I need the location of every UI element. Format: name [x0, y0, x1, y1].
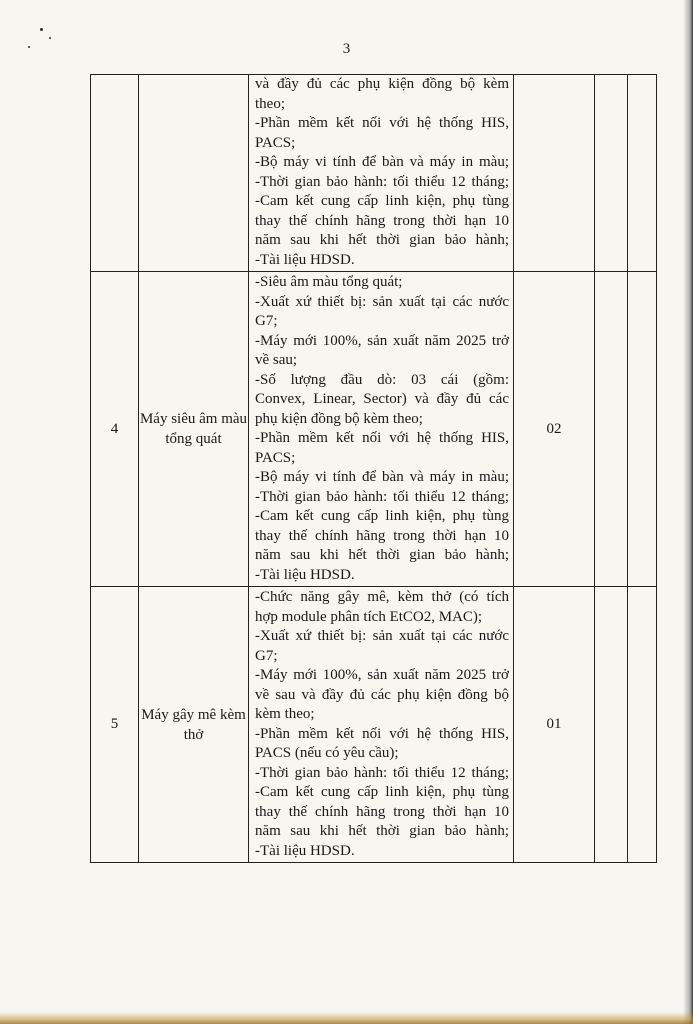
- equipment-specification: [249, 587, 514, 863]
- page-number: 3: [342, 41, 351, 57]
- quantity: [514, 75, 595, 272]
- scan-speck: [40, 28, 43, 31]
- spec-line: -Bộ máy vi tính để bàn và máy in màu;: [255, 154, 509, 170]
- spec-line: hợp module phân tích EtCO2, MAC);: [255, 608, 483, 625]
- spec-line: về sau và đầy đủ các phụ kiện đồng bộ: [255, 686, 509, 703]
- spec-line: -Máy mới 100%, sản xuất năm 2025 trở: [255, 667, 509, 683]
- spec-line: thay thế chính hãng trong thời hạn 10: [255, 803, 509, 820]
- quantity: 01: [514, 587, 595, 863]
- equipment-specification: [249, 75, 514, 272]
- row-number: [91, 75, 139, 272]
- spec-line: -Số lượng đầu dò: 03 cái (gồm:: [255, 371, 509, 388]
- empty-cell: [595, 272, 628, 587]
- equipment-name: [139, 75, 249, 272]
- table-row: [91, 587, 657, 863]
- empty-cell: [595, 587, 628, 863]
- spec-line: năm sau khi hết thời gian bảo hành;: [255, 823, 509, 839]
- scan-edge-right: [683, 0, 693, 1024]
- spec-line: -Thời gian bảo hành: tối thiểu 12 tháng;: [255, 173, 509, 190]
- quantity: 02: [514, 272, 595, 587]
- spec-line: -Tài liệu HDSD.: [255, 842, 355, 859]
- empty-cell: [595, 75, 628, 272]
- spec-line: -Tài liệu HDSD.: [255, 251, 355, 268]
- scan-speck: [49, 37, 51, 39]
- spec-line: -Xuất xứ thiết bị: sản xuất tại các nước: [255, 628, 509, 644]
- spec-line: -Cam kết cung cấp linh kiện, phụ tùng: [255, 193, 509, 209]
- empty-cell: [628, 587, 657, 863]
- spec-line: -Thời gian bảo hành: tối thiểu 12 tháng;: [255, 488, 509, 505]
- empty-cell: [628, 272, 657, 587]
- spec-line: -Tài liệu HDSD.: [255, 566, 355, 583]
- spec-line: -Xuất xứ thiết bị: sản xuất tại các nước: [255, 293, 509, 310]
- spec-line: và đầy đủ các phụ kiện đồng bộ kèm: [255, 76, 509, 92]
- spec-line: năm sau khi hết thời gian bảo hành;: [255, 547, 509, 563]
- equipment-table: [90, 74, 657, 863]
- spec-line: PACS;: [255, 449, 296, 466]
- spec-line: về sau;: [255, 352, 298, 368]
- spec-line: G7;: [255, 647, 278, 664]
- spec-line: kèm theo;: [255, 706, 315, 722]
- table-row: [91, 272, 657, 587]
- spec-line: -Phần mềm kết nối với hệ thống HIS,: [255, 115, 509, 131]
- spec-line: -Bộ máy vi tính để bàn và máy in màu;: [255, 469, 509, 485]
- spec-line: -Máy mới 100%, sản xuất năm 2025 trở: [255, 332, 509, 349]
- spec-line: phụ kiện đồng bộ kèm theo;: [255, 410, 423, 427]
- equipment-specification: [249, 272, 514, 587]
- empty-cell: [628, 75, 657, 272]
- equipment-name: Máy siêu âm màu tổng quát: [139, 272, 249, 587]
- equipment-name: Máy gây mê kèm thở: [139, 587, 249, 863]
- spec-line: -Cam kết cung cấp linh kiện, phụ tùng: [255, 784, 509, 800]
- row-number: 4: [91, 272, 139, 587]
- spec-line: -Thời gian bảo hành: tối thiểu 12 tháng;: [255, 764, 509, 781]
- row-number: 5: [91, 587, 139, 863]
- spec-line: PACS (nếu có yêu cầu);: [255, 745, 399, 761]
- spec-line: G7;: [255, 313, 278, 329]
- spec-line: năm sau khi hết thời gian bảo hành;: [255, 232, 509, 248]
- scan-edge-bottom: [0, 1012, 693, 1024]
- spec-line: -Phần mềm kết nối với hệ thống HIS,: [255, 430, 509, 446]
- spec-line: Convex, Linear, Sector) và đầy đủ các: [255, 391, 509, 407]
- table-row: [91, 75, 657, 272]
- spec-line: -Siêu âm màu tổng quát;: [255, 274, 403, 290]
- spec-line: -Phần mềm kết nối với hệ thống HIS,: [255, 725, 509, 742]
- spec-line: theo;: [255, 95, 285, 112]
- spec-line: thay thế chính hãng trong thời hạn 10: [255, 212, 509, 229]
- spec-line: -Cam kết cung cấp linh kiện, phụ tùng: [255, 508, 509, 524]
- spec-line: PACS;: [255, 134, 296, 151]
- spec-line: thay thế chính hãng trong thời hạn 10: [255, 527, 509, 544]
- spec-line: -Chức năng gây mê, kèm thở (có tích: [255, 589, 509, 605]
